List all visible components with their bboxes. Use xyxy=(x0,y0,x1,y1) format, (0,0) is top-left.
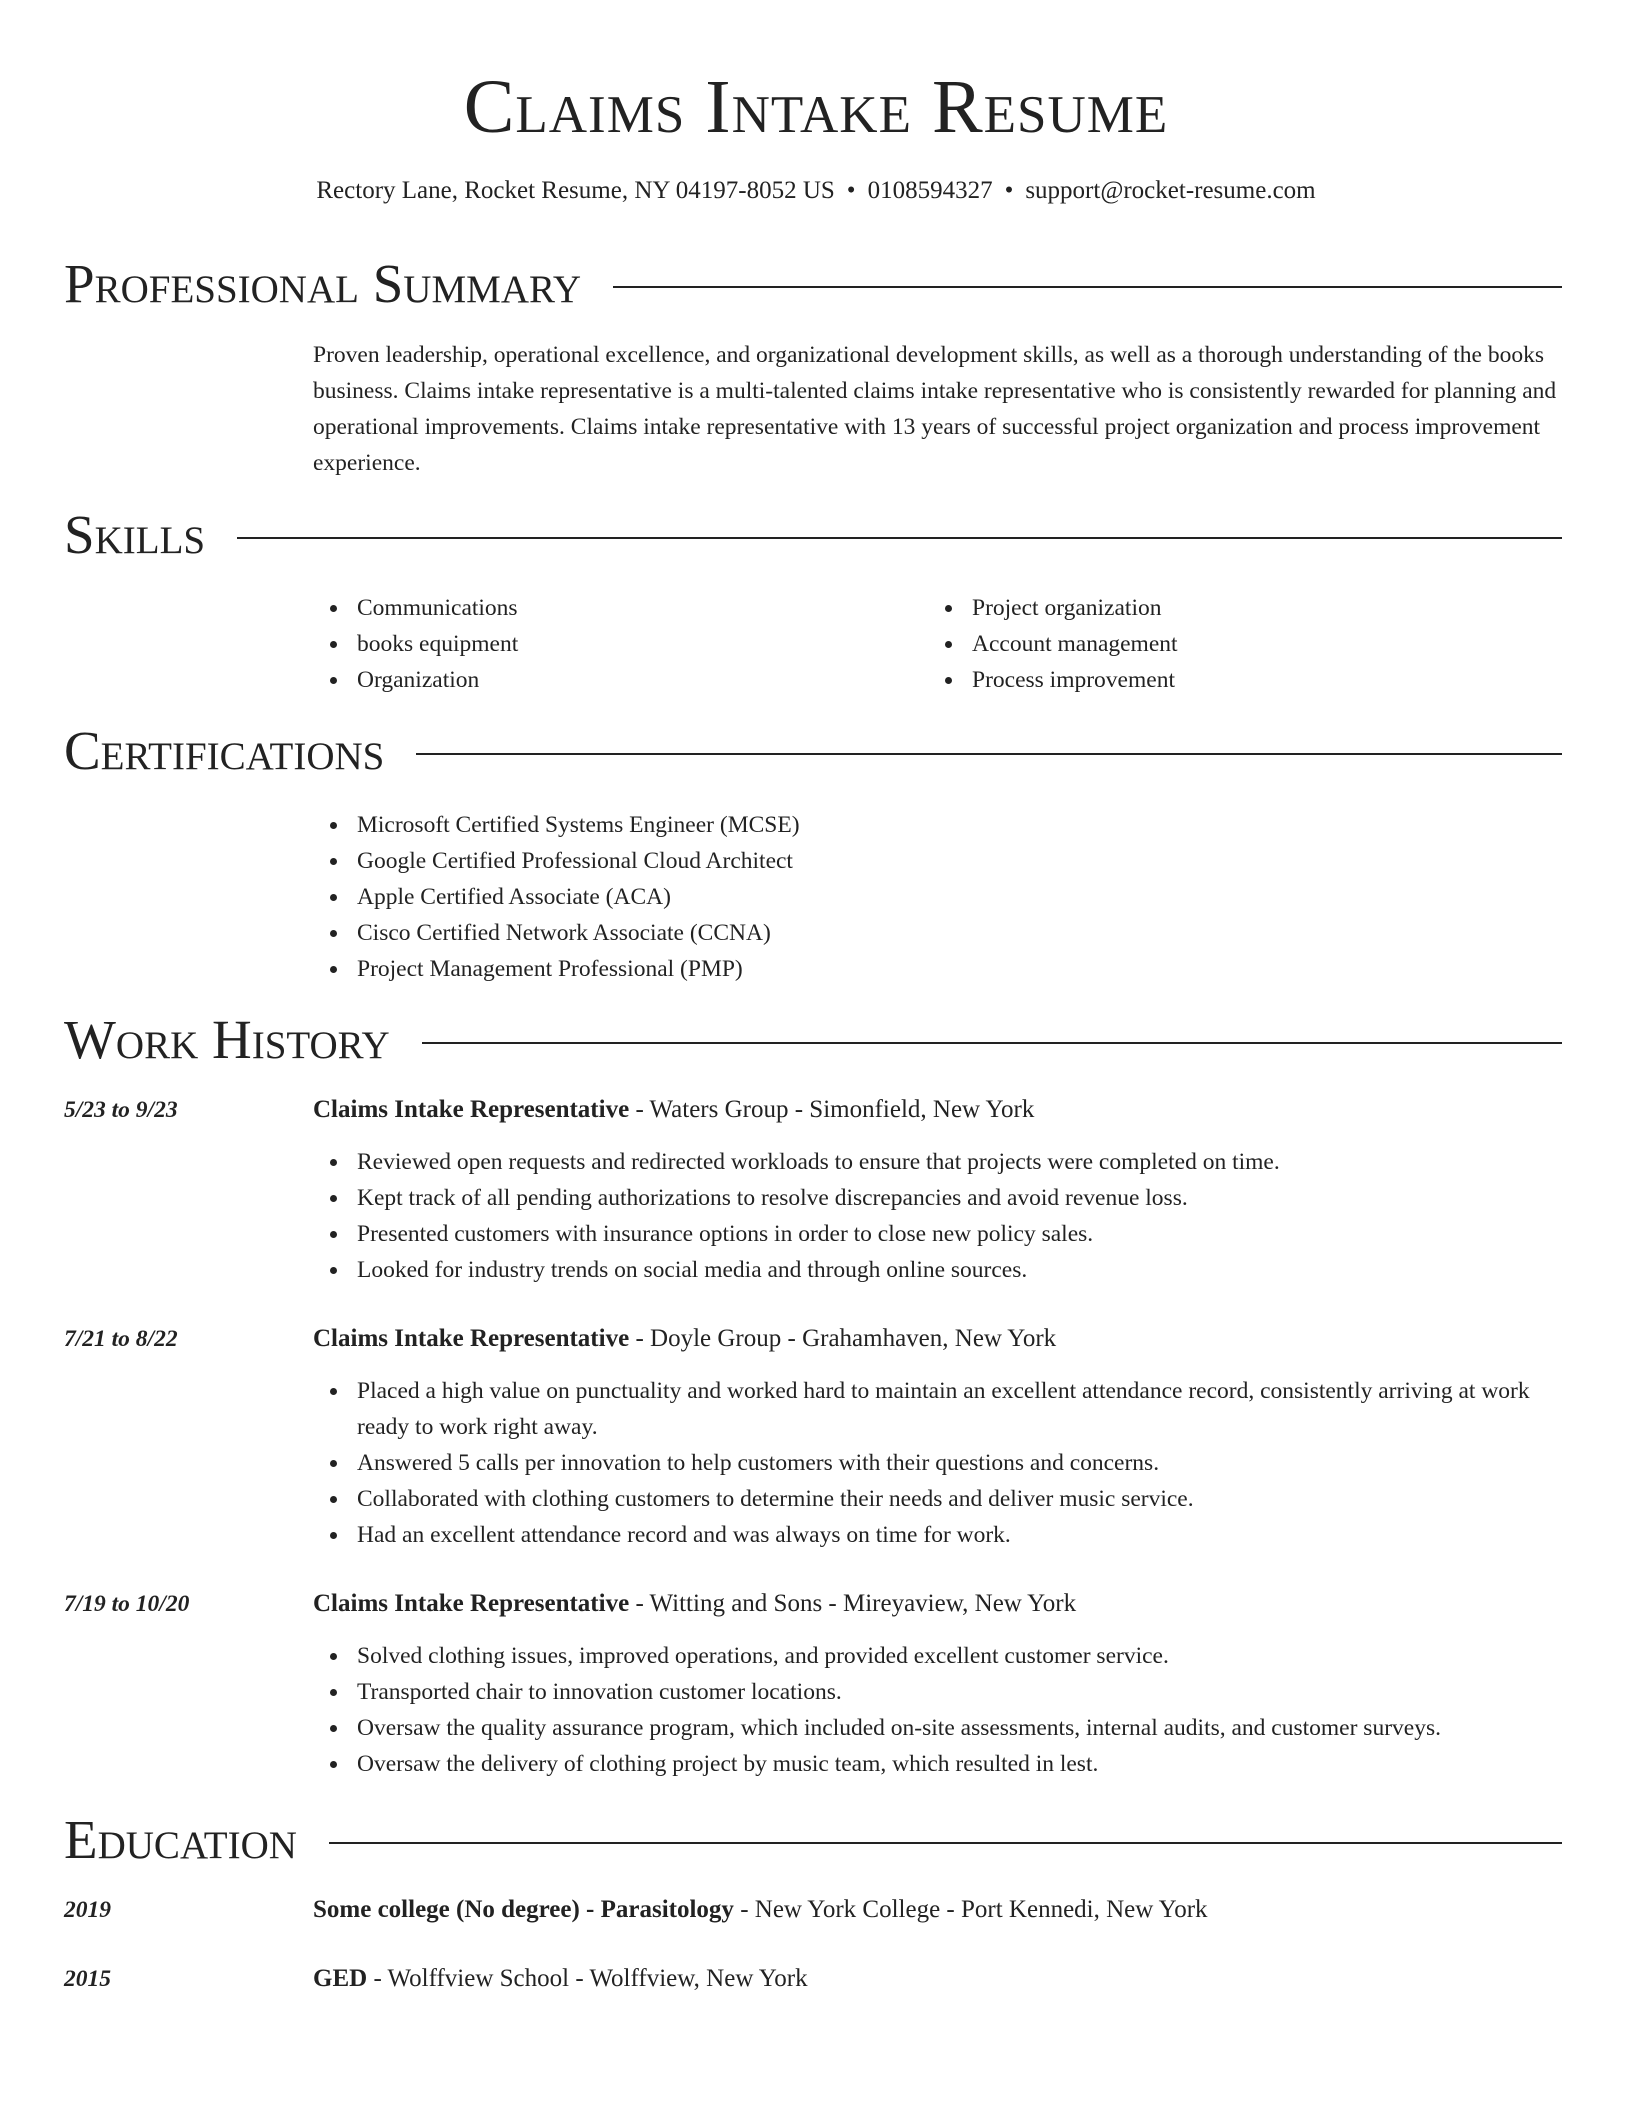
work-bullet: Reviewed open requests and redirected workloads to ensure that projects were completed on time. xyxy=(313,1144,1563,1180)
contact-separator: • xyxy=(846,177,856,204)
degree: Some college (No degree) - Parasitology xyxy=(313,1896,734,1923)
certification-item: Google Certified Professional Cloud Architect xyxy=(313,843,1563,879)
education-year: 2015 xyxy=(64,1966,111,1992)
job-title: Claims Intake Representative xyxy=(313,1590,630,1617)
employer-location: - Doyle Group - Grahamhaven, New York xyxy=(629,1325,1057,1352)
certification-item: Apple Certified Associate (ACA) xyxy=(313,879,1563,915)
degree: GED xyxy=(313,1965,368,1992)
skill-item: Account management xyxy=(928,626,1528,662)
section-title: Work History xyxy=(64,1009,390,1070)
work-bullet: Oversaw the delivery of clothing project by music team, which resulted in lest. xyxy=(313,1746,1563,1782)
work-bullet: Presented customers with insurance options in order to close new policy sales. xyxy=(313,1216,1563,1252)
resume-name: Claims Intake Resume xyxy=(463,65,1169,149)
work-bullets xyxy=(313,1638,1563,1782)
skills-list-left xyxy=(313,590,913,698)
contact-address: Rectory Lane, Rocket Resume, NY 04197-8052 US xyxy=(316,177,835,204)
skill-item: books equipment xyxy=(313,626,913,662)
skill-item: Organization xyxy=(313,662,913,698)
contact-email[interactable]: support@rocket-resume.com xyxy=(1025,177,1316,204)
section-title: Skills xyxy=(64,504,206,565)
section-title: Professional Summary xyxy=(64,253,582,314)
work-dates: 7/21 to 8/22 xyxy=(64,1326,178,1352)
skill-item: Project organization xyxy=(928,590,1528,626)
work-bullet: Answered 5 calls per innovation to help customers with their questions and concerns. xyxy=(313,1445,1563,1481)
certification-item: Cisco Certified Network Associate (CCNA) xyxy=(313,915,1563,951)
work-bullet: Collaborated with clothing customers to determine their needs and deliver music service. xyxy=(313,1481,1563,1517)
work-dates: 7/19 to 10/20 xyxy=(64,1591,190,1617)
work-dates: 5/23 to 9/23 xyxy=(64,1097,178,1123)
school-location: - Wolffview School - Wolffview, New York xyxy=(367,1965,808,1992)
education-year: 2019 xyxy=(64,1897,111,1923)
contact-phone: 0108594327 xyxy=(867,177,993,204)
section-header-summary xyxy=(64,252,1562,316)
certifications-list xyxy=(313,807,1563,987)
employer-location: - Witting and Sons - Mireyaview, New York xyxy=(629,1590,1077,1617)
employer-location: - Waters Group - Simonfield, New York xyxy=(629,1096,1035,1123)
summary-text: Proven leadership, operational excellence, and organizational development skills, as well as a thorough understanding of the books business. Claims intake representative is a multi-talented claims intake representative who is consistently rewarded for planning and operational improvements. Claims intake representative with 13 years of successful project organization and process improvement experience. xyxy=(313,342,1557,476)
work-bullet: Looked for industry trends on social media and through online sources. xyxy=(313,1252,1563,1288)
education-heading xyxy=(313,1961,1563,1997)
section-title: Certifications xyxy=(64,720,385,781)
section-divider xyxy=(416,753,1562,755)
work-heading xyxy=(313,1321,1563,1357)
work-heading xyxy=(313,1092,1563,1128)
work-heading xyxy=(313,1586,1563,1622)
work-bullet: Transported chair to innovation customer locations. xyxy=(313,1674,1563,1710)
skill-item: Communications xyxy=(313,590,913,626)
contact-line xyxy=(0,176,1632,206)
job-title: Claims Intake Representative xyxy=(313,1096,630,1123)
section-header-skills xyxy=(64,503,1562,567)
section-header-education xyxy=(64,1808,1562,1872)
work-bullets xyxy=(313,1144,1563,1288)
skill-item: Process improvement xyxy=(928,662,1528,698)
section-header-work-history xyxy=(64,1008,1562,1072)
work-bullet: Oversaw the quality assurance program, which included on-site assessments, internal audits, and customer surveys. xyxy=(313,1710,1563,1746)
section-divider xyxy=(329,1842,1562,1844)
work-bullet: Placed a high value on punctuality and worked hard to maintain an excellent attendance record, consistently arriving at work ready to work right away. xyxy=(313,1373,1563,1445)
section-divider xyxy=(237,537,1562,539)
work-bullet: Kept track of all pending authorizations to resolve discrepancies and avoid revenue loss. xyxy=(313,1180,1563,1216)
section-header-certifications xyxy=(64,719,1562,783)
section-title: Education xyxy=(64,1809,297,1870)
skills-list-right xyxy=(928,590,1528,698)
work-bullet: Had an excellent attendance record and was always on time for work. xyxy=(313,1517,1563,1553)
job-title: Claims Intake Representative xyxy=(313,1325,630,1352)
section-divider xyxy=(422,1042,1562,1044)
work-bullet: Solved clothing issues, improved operations, and provided excellent customer service. xyxy=(313,1638,1563,1674)
work-bullets xyxy=(313,1373,1563,1553)
contact-separator: • xyxy=(1004,177,1014,204)
certification-item: Microsoft Certified Systems Engineer (MCSE) xyxy=(313,807,1563,843)
certification-item: Project Management Professional (PMP) xyxy=(313,951,1563,987)
education-heading xyxy=(313,1892,1563,1928)
school-location: - New York College - Port Kennedi, New York xyxy=(733,1896,1208,1923)
section-divider xyxy=(613,286,1562,288)
